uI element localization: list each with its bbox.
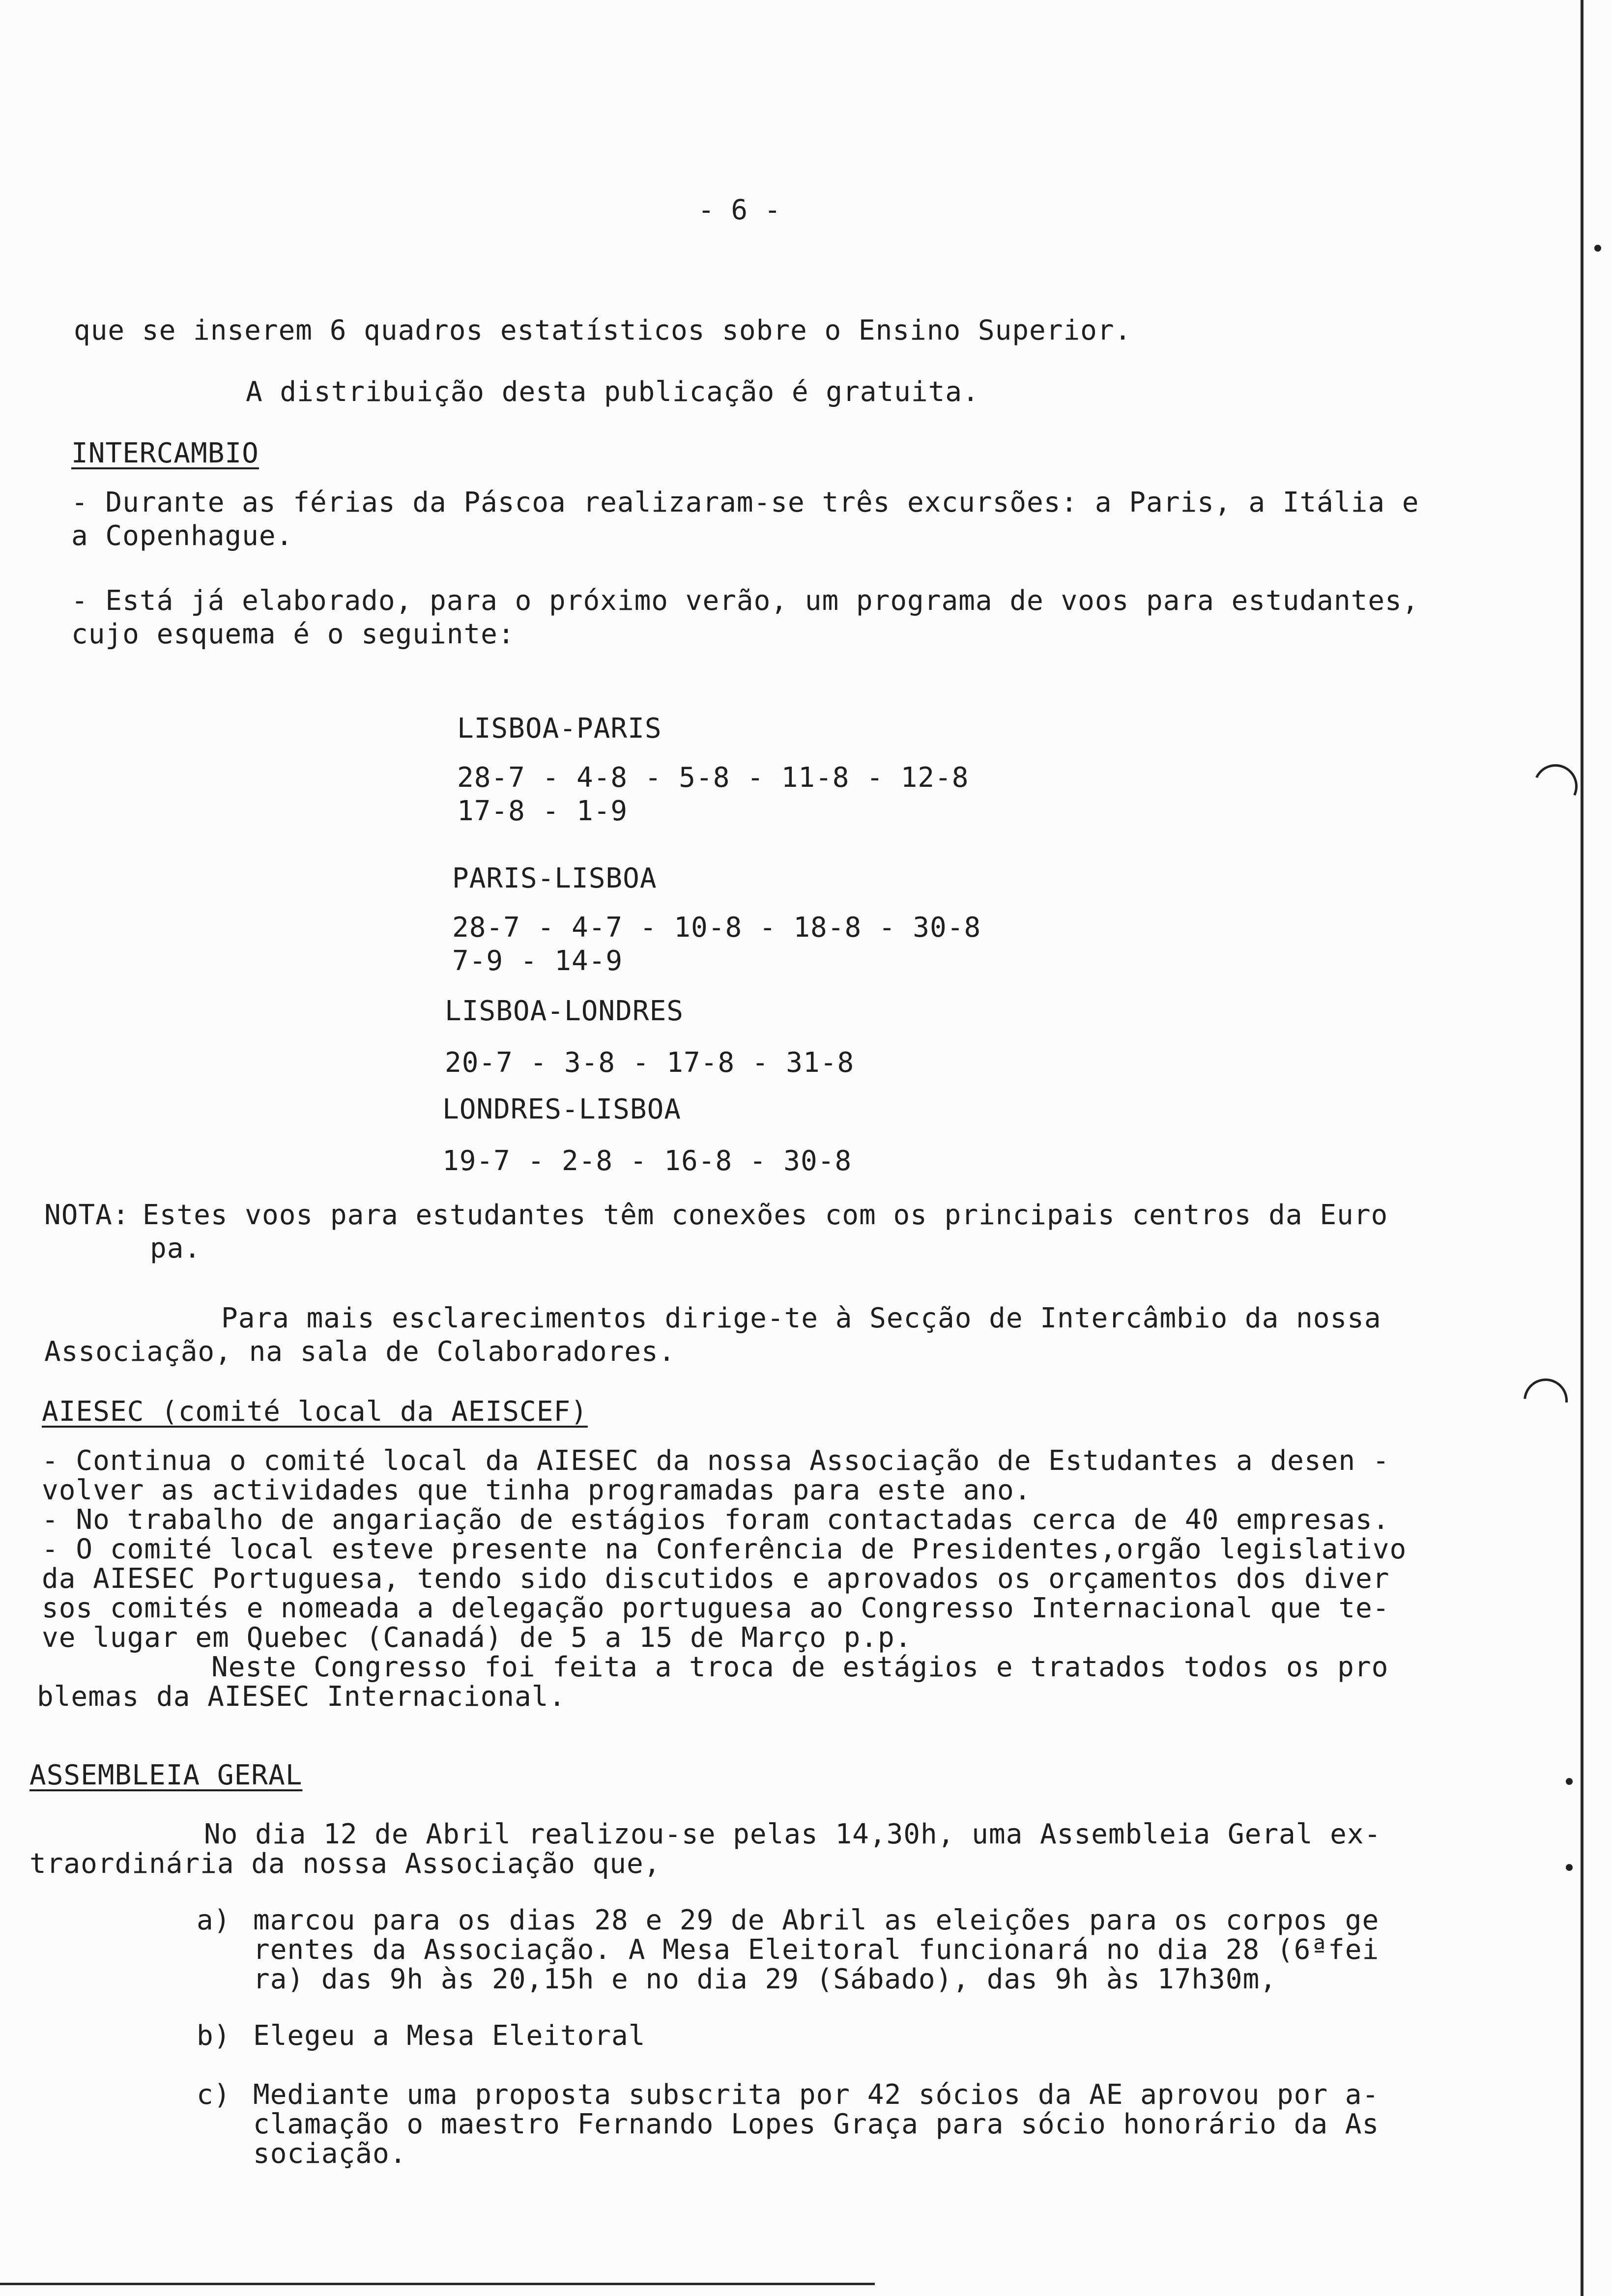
paragraph-line: da AIESEC Portuguesa, tendo sido discutidos e aprovados os orçamentos dos diver — [42, 1563, 1390, 1595]
paragraph-line: volver as actividades que tinha programadas para este ano. — [42, 1474, 1032, 1506]
nota-line: pa. — [150, 1233, 202, 1264]
route-dates: 17-8 - 1-9 — [457, 795, 628, 827]
margin-speck — [1566, 1778, 1573, 1785]
paragraph-line: - Continua o comité local da AIESEC da nossa Associação de Estudantes a desen - — [42, 1445, 1390, 1477]
paragraph-line: Neste Congresso foi feita a troca de estágios e tratados todos os pro — [211, 1651, 1389, 1683]
section-heading-intercambio: INTERCAMBIO — [71, 437, 259, 469]
route-dates: 28-7 - 4-7 - 10-8 - 18-8 - 30-8 — [452, 912, 981, 944]
nota-label: NOTA: — [44, 1199, 130, 1231]
paragraph-line: - Está já elaborado, para o próximo verão, um programa de voos para estudantes, — [71, 585, 1419, 617]
item-letter: b) — [197, 2020, 231, 2052]
paragraph-line: - Durante as férias da Páscoa realizaram-se três excursões: a Paris, a Itália e — [71, 487, 1419, 518]
route-dates: 19-7 - 2-8 - 16-8 - 30-8 — [442, 1145, 852, 1177]
margin-mark — [1515, 1370, 1577, 1432]
paragraph-line: No dia 12 de Abril realizou-se pelas 14,30h, uma Assembleia Geral ex- — [204, 1818, 1382, 1850]
section-heading-assembleia: ASSEMBLEIA GERAL — [29, 1759, 303, 1791]
paragraph-line: traordinária da nossa Associação que, — [29, 1848, 661, 1880]
paragraph-line: - No trabalho de angariação de estágios foram contactadas cerca de 40 empresas. — [42, 1504, 1390, 1536]
route-dates: 20-7 - 3-8 - 17-8 - 31-8 — [445, 1047, 855, 1079]
item-line: Mediante uma proposta subscrita por 42 sócios da AE aprovou por a- — [253, 2079, 1380, 2111]
page-number: - 6 - — [698, 194, 781, 226]
route-dates: 7-9 - 14-9 — [452, 945, 623, 977]
paragraph-line: sos comités e nomeada a delegação portuguesa ao Congresso Internacional que te- — [42, 1592, 1390, 1624]
margin-speck — [1594, 245, 1601, 252]
item-line: Elegeu a Mesa Eleitoral — [253, 2020, 646, 2052]
intro-line: que se inserem 6 quadros estatísticos sobre o Ensino Superior. — [74, 315, 1132, 346]
paragraph-line: ve lugar em Quebec (Canadá) de 5 a 15 de Março p.p. — [42, 1622, 912, 1654]
nota-line: Estes voos para estudantes têm conexões com os principais centros da Euro — [143, 1199, 1388, 1231]
item-line: clamação o maestro Fernando Lopes Graça para sócio honorário da As — [253, 2108, 1380, 2140]
route-title: LISBOA-LONDRES — [445, 995, 684, 1027]
paragraph-line: a Copenhague. — [71, 520, 293, 552]
item-letter: c) — [197, 2079, 231, 2111]
section-heading-aiesec: AIESEC (comité local da AEISCEF) — [42, 1396, 588, 1428]
item-line: marcou para os dias 28 e 29 de Abril as eleições para os corpos ge — [253, 1904, 1380, 1936]
route-title: LISBOA-PARIS — [457, 713, 662, 745]
intro-line: A distribuição desta publicação é gratuita. — [246, 376, 979, 408]
margin-mark — [1527, 758, 1583, 814]
item-letter: a) — [197, 1904, 231, 1936]
paragraph-line: cujo esquema é o seguinte: — [71, 618, 515, 650]
route-dates: 28-7 - 4-8 - 5-8 - 11-8 - 12-8 — [457, 762, 969, 794]
paragraph-line: Associação, na sala de Colaboradores. — [44, 1336, 676, 1368]
paragraph-line: Para mais esclarecimentos dirige-te à Secção de Intercâmbio da nossa — [221, 1302, 1382, 1334]
paragraph-line: blemas da AIESEC Internacional. — [37, 1681, 566, 1713]
route-title: PARIS-LISBOA — [452, 862, 657, 894]
margin-speck — [1566, 1864, 1573, 1871]
bottom-rule — [0, 2283, 875, 2285]
item-line: rentes da Associação. A Mesa Eleitoral funcionará no dia 28 (6ªfei — [253, 1934, 1380, 1966]
page-edge-line — [1581, 0, 1583, 2296]
item-line: sociação. — [253, 2138, 407, 2170]
route-title: LONDRES-LISBOA — [442, 1093, 682, 1125]
item-line: ra) das 9h às 20,15h e no dia 29 (Sábado), das 9h às 17h30m, — [253, 1963, 1277, 1995]
paragraph-line: - O comité local esteve presente na Conferência de Presidentes,orgão legislativo — [42, 1533, 1407, 1565]
